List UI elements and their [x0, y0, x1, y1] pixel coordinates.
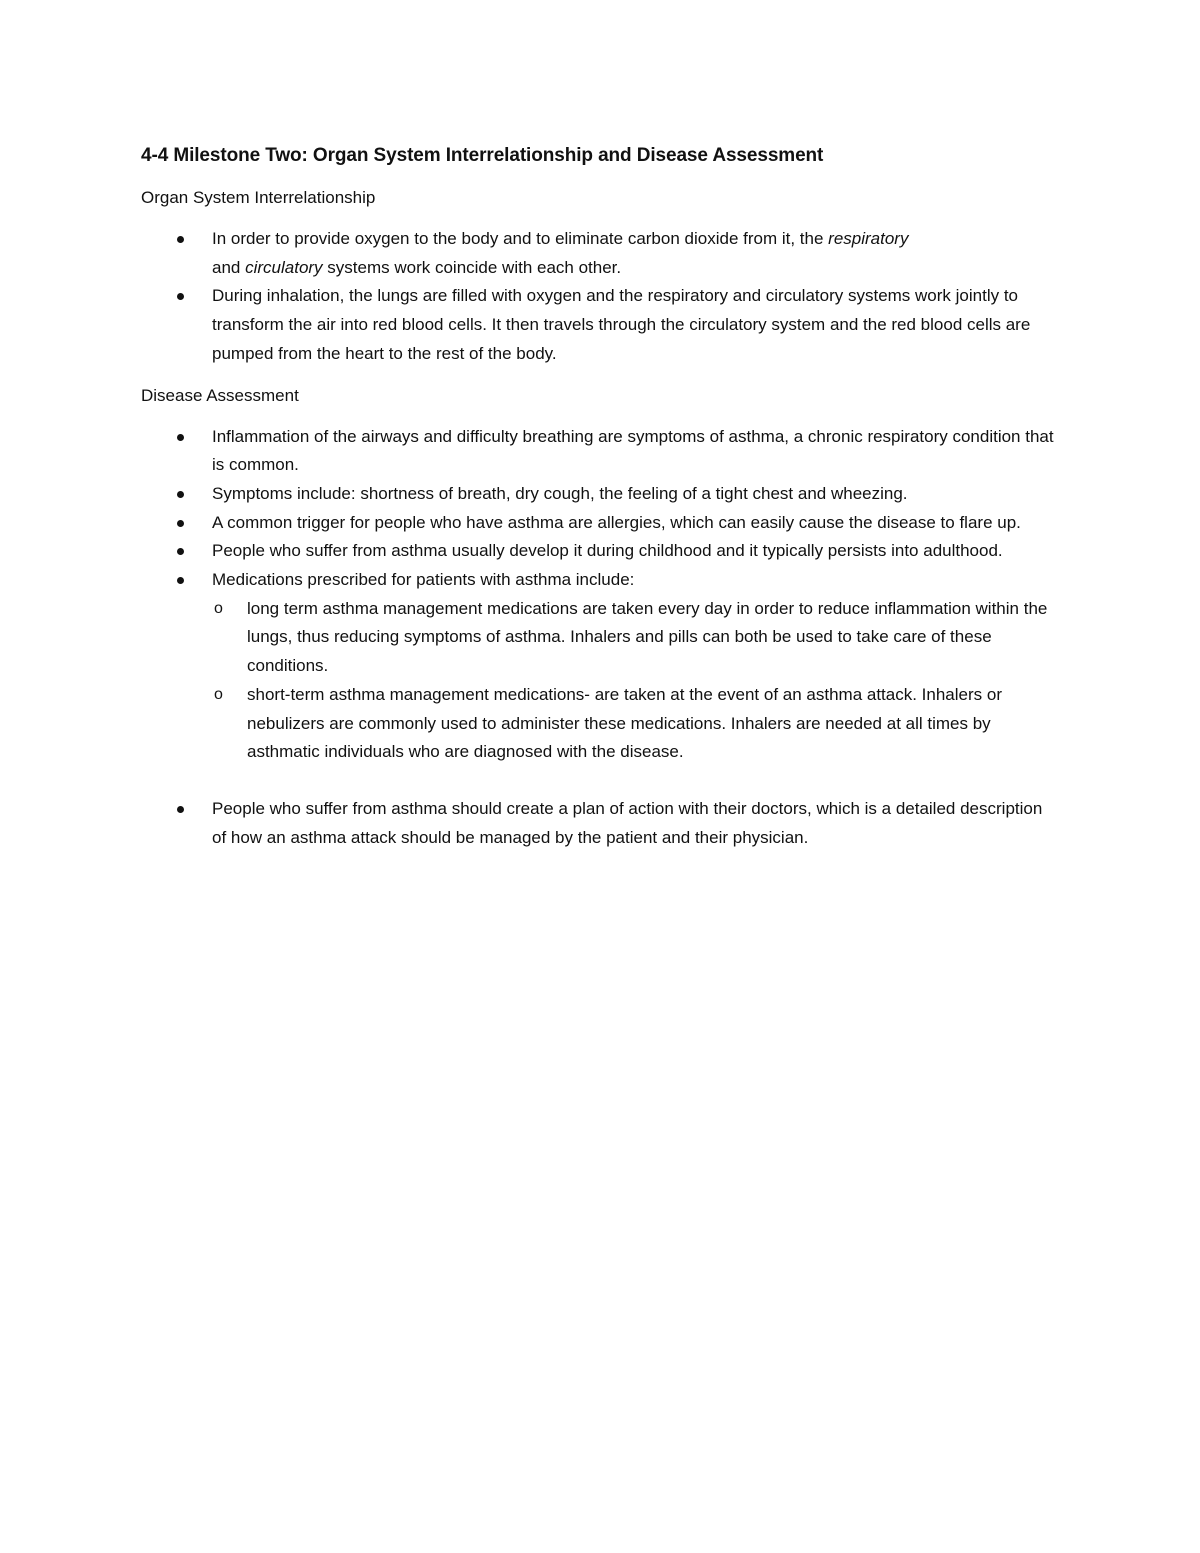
bullet-item: Symptoms include: shortness of breath, dry cough, the feeling of a tight chest and wheezing. — [212, 480, 1061, 509]
bullet-item: During inhalation, the lungs are filled with oxygen and the respiratory and circulatory systems work jointly to transform the air into red blood cells. It then travels through the circulatory system and the red blood cells are pumped from the heart to the rest of the body. — [212, 282, 1061, 368]
bullet-item — [212, 566, 1061, 767]
italic-term-respiratory: respiratory — [828, 229, 909, 248]
section-heading-disease-assessment: Disease Assessment — [141, 385, 299, 405]
bullet-text: Medications prescribed for patients with asthma include: — [212, 570, 635, 590]
bullet-text: and — [212, 257, 246, 277]
medications-sub-list — [212, 595, 1061, 767]
bullet-item: A common trigger for people who have asthma are allergies, which can easily cause the disease to flare up. — [212, 509, 1061, 538]
section-heading-organ-system: Organ System Interrelationship — [141, 188, 376, 207]
document-title: 4-4 Milestone Two: Organ System Interrelationship and Disease Assessment — [141, 145, 824, 166]
italic-term-circulatory: circulatory — [245, 257, 323, 277]
sub-bullet-item: o long term asthma management medications are taken every day in order to reduce inflammation within the lungs, thus reducing symptoms of asthma. Inhalers and pills can both be used to take care of these conditions. — [247, 595, 1061, 681]
bullet-item: Inflammation of the airways and difficulty breathing are symptoms of asthma, a chronic respiratory condition that is common. — [212, 423, 1061, 480]
organ-system-bullet-list — [141, 225, 1061, 369]
bullet-item: People who suffer from asthma usually develop it during childhood and it typically persists into adulthood. — [212, 537, 1061, 566]
bullet-item — [212, 225, 1061, 282]
bullet-item: People who suffer from asthma should create a plan of action with their doctors, which is a detailed description of how an asthma attack should be managed by the patient and their physician. — [212, 795, 1061, 852]
bullet-text: In order to provide oxygen to the body and to eliminate carbon dioxide from it, the — [212, 229, 829, 248]
sub-bullet-item: o short-term asthma management medications- are taken at the event of an asthma attack. Inhalers or nebulizers are commonly used to administer these medications. Inhalers are needed at all times by asthmatic individuals who are diagnosed with the disease. — [247, 681, 1061, 767]
document-body — [141, 143, 1061, 867]
bullet-text: systems work coincide with each other. — [322, 257, 622, 277]
disease-assessment-bullet-list — [141, 423, 1061, 853]
